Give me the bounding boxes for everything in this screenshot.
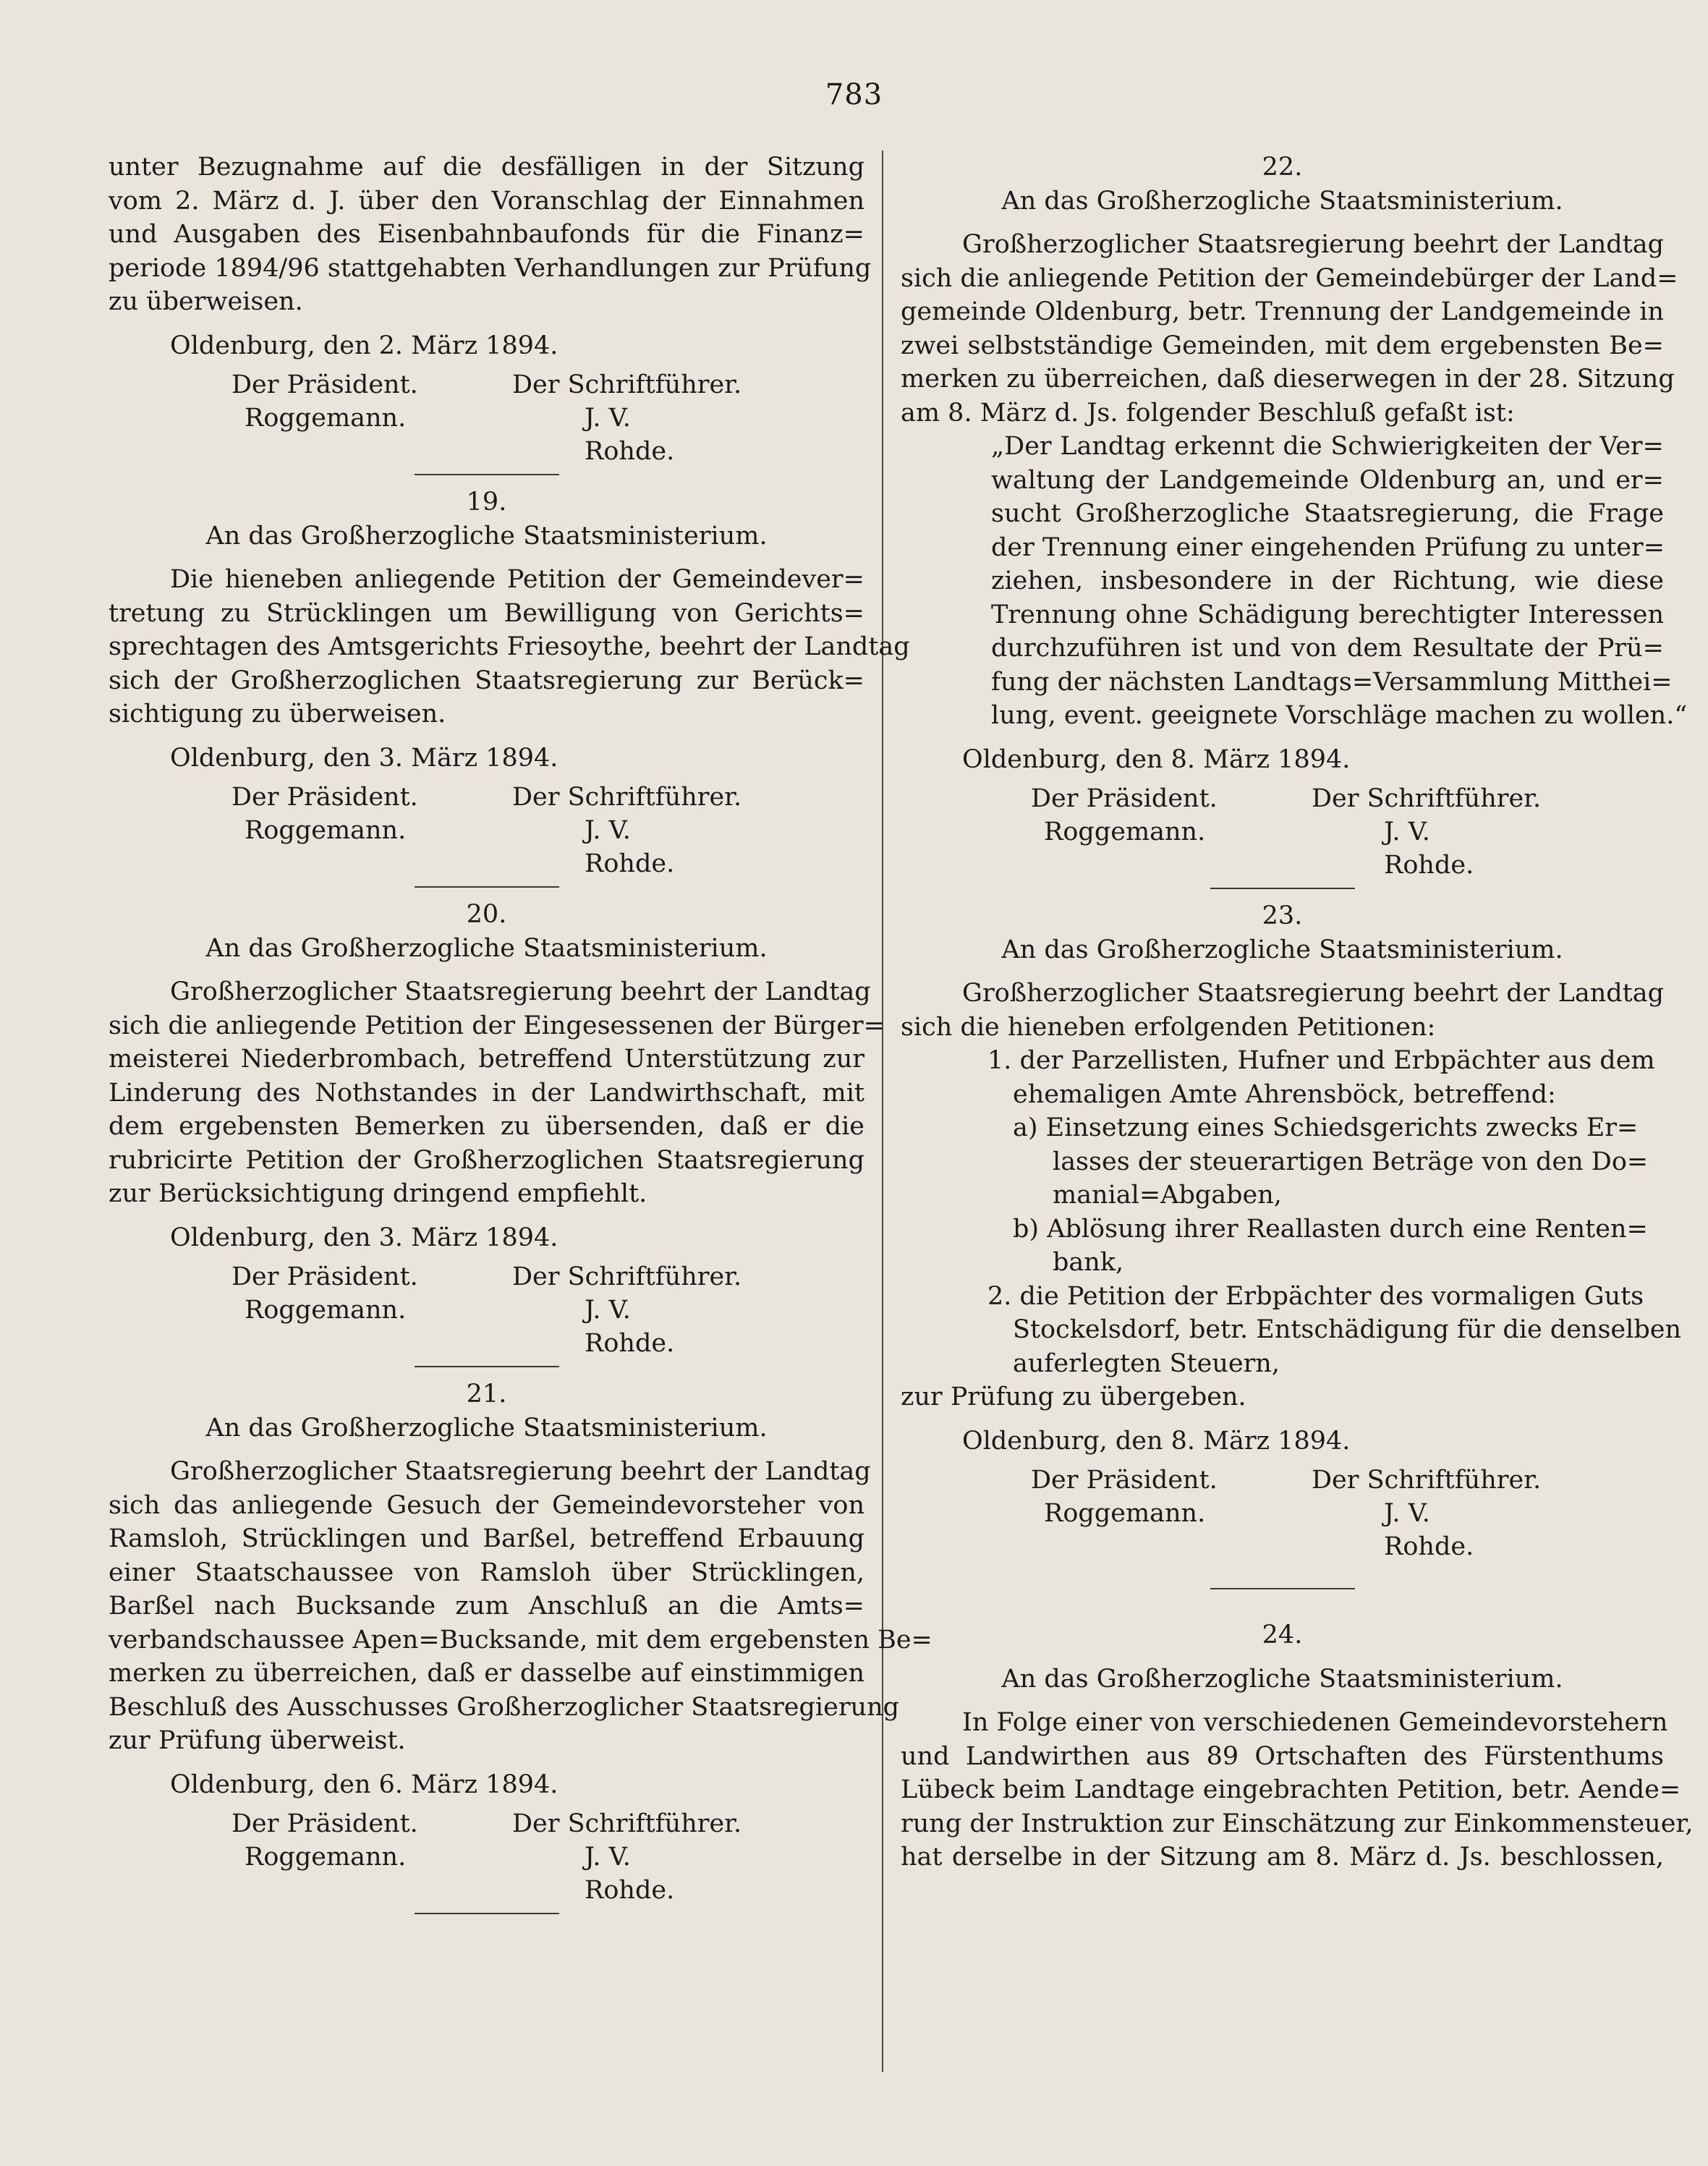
text-line: einer Staatschaussee von Ramsloh über Strücklingen, bbox=[109, 1558, 864, 1587]
column-divider bbox=[882, 150, 883, 2072]
president-title: Der Präsident. bbox=[231, 370, 418, 399]
signature-block bbox=[901, 1458, 1664, 1559]
text-line: „Der Landtag erkennt die Schwierigkeiten der Ver= bbox=[991, 432, 1664, 461]
section-heading: An das Großherzogliche Staatsministerium. bbox=[1001, 186, 1563, 216]
secretary-prefix: J. V. bbox=[1384, 1499, 1430, 1528]
text-line: und Ausgaben des Eisenbahnbaufonds für die Finanz= bbox=[109, 220, 864, 249]
secretary-name: Rohde. bbox=[1384, 1532, 1474, 1561]
text-line: periode 1894/96 stattgehabten Verhandlungen zur Prüfung bbox=[109, 253, 872, 283]
text-line: Großherzoglicher Staatsregierung beehrt der Landtag bbox=[962, 979, 1664, 1008]
text-line: lung, event. geeignete Vorschläge machen zu wollen.“ bbox=[991, 701, 1688, 730]
president-name: Roggemann. bbox=[1044, 817, 1206, 846]
text-line: sich die anliegende Petition der Gemeindebürger der Land= bbox=[901, 263, 1678, 293]
section-rule bbox=[415, 474, 559, 475]
text-line: merken zu überreichen, daß dieserwegen in der 28. Sitzung bbox=[901, 365, 1675, 394]
president-title: Der Präsident. bbox=[1031, 1466, 1218, 1495]
section-number: 22. bbox=[1262, 153, 1303, 182]
section-body bbox=[901, 228, 1678, 430]
president-name: Roggemann. bbox=[245, 816, 407, 845]
sub-item: b) Ablösung ihrer Reallasten durch eine Renten= bbox=[1013, 1214, 1648, 1244]
text-line: sichtigung zu überweisen. bbox=[109, 700, 446, 729]
secretary-title: Der Schriftführer. bbox=[1312, 784, 1542, 813]
list-item-continued: auferlegten Steuern, bbox=[1013, 1349, 1280, 1378]
section-rule bbox=[415, 886, 559, 888]
sub-item-continued: bank, bbox=[1053, 1248, 1124, 1277]
text-line: zu überweisen. bbox=[109, 287, 303, 316]
secretary-name: Rohde. bbox=[585, 849, 675, 878]
section-heading: An das Großherzogliche Staatsministerium. bbox=[205, 521, 768, 551]
list-item: 2. die Petition der Erbpächter des vormaligen Guts bbox=[987, 1281, 1644, 1311]
president-name: Roggemann. bbox=[1044, 1499, 1206, 1528]
text-line: sucht Großherzogliche Staatsregierung, die Frage bbox=[991, 499, 1664, 528]
text-line: rung der Instruktion zur Einschätzung zur Einkommensteuer, bbox=[901, 1809, 1694, 1838]
text-line: rubricirte Petition der Großherzoglichen Staatsregierung bbox=[109, 1145, 864, 1175]
text-line: Großherzoglicher Staatsregierung beehrt der Landtag bbox=[170, 1457, 871, 1486]
text-line: dem ergebensten Bemerken zu übersenden, daß er die bbox=[109, 1112, 864, 1141]
secretary-title: Der Schriftführer. bbox=[512, 1262, 742, 1291]
secretary-title: Der Schriftführer. bbox=[1312, 1466, 1542, 1495]
text-line: vom 2. März d. J. über den Voranschlag der Einnahmen bbox=[109, 186, 864, 216]
text-line: Die hieneben anliegende Petition der Gemeindever= bbox=[170, 565, 864, 594]
section-body bbox=[109, 563, 910, 731]
signature-block bbox=[109, 1801, 864, 1903]
text-line: am 8. März d. Js. folgender Beschluß gefaßt ist: bbox=[901, 398, 1515, 428]
text-line: Barßel nach Bucksande zum Anschluß an die Amts= bbox=[109, 1592, 864, 1621]
text-line: sich der Großherzoglichen Staatsregierung zur Berück= bbox=[109, 666, 864, 695]
president-title: Der Präsident. bbox=[1031, 784, 1218, 813]
secretary-name: Rohde. bbox=[585, 1876, 675, 1905]
text-line: Lübeck beim Landtage eingebrachten Petition, betr. Aende= bbox=[901, 1775, 1681, 1804]
president-name: Roggemann. bbox=[245, 1843, 407, 1872]
intro-paragraph bbox=[109, 150, 872, 319]
sub-item-continued: manial=Abgaben, bbox=[1053, 1181, 1282, 1210]
text-line: sich die hieneben erfolgenden Petitionen: bbox=[901, 1012, 1436, 1042]
secretary-name: Rohde. bbox=[1384, 851, 1474, 880]
text-line: In Folge einer von verschiedenen Gemeindevorstehern bbox=[962, 1708, 1668, 1737]
text-line: hat derselbe in der Sitzung am 8. März d. Js. beschlossen, bbox=[901, 1843, 1664, 1872]
section-rule bbox=[415, 1366, 559, 1367]
president-name: Roggemann. bbox=[245, 404, 407, 433]
list-item-continued: ehemaligen Amte Ahrensböck, betreffend: bbox=[1013, 1079, 1556, 1109]
section-body bbox=[901, 977, 1681, 1414]
signature-block bbox=[109, 775, 864, 876]
text-line: zur Berücksichtigung dringend empfiehlt. bbox=[109, 1179, 647, 1208]
text-line: unter Bezugnahme auf die desfälligen in der Sitzung bbox=[109, 153, 864, 182]
text-line: Linderung des Nothstandes in der Landwirthschaft, mit bbox=[109, 1078, 864, 1108]
text-line: tretung zu Strücklingen um Bewilligung von Gerichts= bbox=[109, 598, 864, 628]
secretary-title: Der Schriftführer. bbox=[512, 1809, 742, 1838]
text-line: ziehen, insbesondere in der Richtung, wie diese bbox=[991, 566, 1664, 595]
list-item-continued: Stockelsdorf, betr. Entschädigung für die denselben bbox=[1013, 1315, 1681, 1344]
text-line: und Landwirthen aus 89 Ortschaften des Fürstenthums bbox=[901, 1741, 1664, 1771]
text-line: fung der nächsten Landtags=Versammlung Mitthei= bbox=[991, 667, 1673, 697]
quoted-resolution bbox=[901, 430, 1688, 733]
text-line: zur Prüfung überweist. bbox=[109, 1726, 406, 1755]
president-name: Roggemann. bbox=[245, 1296, 407, 1325]
text-line: sich das anliegende Gesuch der Gemeindevorsteher von bbox=[109, 1490, 864, 1520]
date-line: Oldenburg, den 2. März 1894. bbox=[170, 331, 558, 360]
secretary-name: Rohde. bbox=[585, 1329, 675, 1358]
text-line: sich die anliegende Petition der Eingesessenen der Bürger= bbox=[109, 1011, 885, 1040]
date-line: Oldenburg, den 6. März 1894. bbox=[170, 1770, 558, 1799]
section-body bbox=[109, 1455, 932, 1758]
text-line: waltung der Landgemeinde Oldenburg an, und er= bbox=[991, 465, 1664, 495]
text-line: verbandschaussee Apen=Bucksande, mit dem ergebensten Be= bbox=[109, 1625, 932, 1655]
left-column bbox=[109, 150, 932, 1924]
date-line: Oldenburg, den 3. März 1894. bbox=[170, 1223, 558, 1252]
section-number: 21. bbox=[466, 1380, 507, 1409]
text-line: sprechtagen des Amtsgerichts Friesoythe, beehrt der Landtag bbox=[109, 632, 910, 661]
text-line: Großherzoglicher Staatsregierung beehrt der Landtag bbox=[170, 977, 871, 1006]
section-rule bbox=[1210, 888, 1355, 889]
secretary-prefix: J. V. bbox=[1384, 817, 1430, 846]
secretary-prefix: J. V. bbox=[585, 816, 631, 845]
secretary-prefix: J. V. bbox=[585, 404, 631, 433]
section-heading: An das Großherzogliche Staatsministerium. bbox=[205, 933, 768, 963]
text-line: zur Prüfung zu übergeben. bbox=[901, 1383, 1246, 1411]
text-line: gemeinde Oldenburg, betr. Trennung der Landgemeinde in bbox=[901, 297, 1664, 326]
section-heading: An das Großherzogliche Staatsministerium. bbox=[205, 1413, 768, 1443]
signature-block bbox=[901, 776, 1664, 878]
text-line: zwei selbstständige Gemeinden, mit dem ergebensten Be= bbox=[901, 331, 1664, 360]
text-line: merken zu überreichen, daß er dasselbe auf einstimmigen bbox=[109, 1659, 864, 1688]
text-line: der Trennung einer eingehenden Prüfung zu unter= bbox=[991, 532, 1665, 562]
section-rule bbox=[1210, 1588, 1355, 1589]
section-number: 23. bbox=[1262, 901, 1303, 930]
text-line: Ramsloh, Strücklingen und Barßel, betreffend Erbauung bbox=[109, 1524, 864, 1553]
text-line: meisterei Niederbrombach, betreffend Unterstützung zur bbox=[109, 1045, 864, 1074]
signature-block bbox=[109, 362, 864, 464]
section-heading: An das Großherzogliche Staatsministerium. bbox=[1001, 935, 1563, 964]
section-body bbox=[901, 1706, 1694, 1874]
date-line: Oldenburg, den 8. März 1894. bbox=[962, 1426, 1351, 1456]
page-number: 783 bbox=[825, 78, 883, 111]
secretary-title: Der Schriftführer. bbox=[512, 370, 742, 399]
signature-block bbox=[109, 1254, 864, 1356]
section-body bbox=[109, 975, 885, 1211]
section-number: 19. bbox=[466, 488, 507, 517]
section-rule bbox=[415, 1913, 559, 1914]
text-line: durchzuführen ist und von dem Resultate der Prü= bbox=[991, 634, 1664, 663]
text-line: Trennung ohne Schädigung berechtigter Interessen bbox=[991, 600, 1664, 629]
secretary-title: Der Schriftführer. bbox=[512, 783, 742, 812]
president-title: Der Präsident. bbox=[231, 783, 418, 812]
president-title: Der Präsident. bbox=[231, 1809, 418, 1838]
section-heading: An das Großherzogliche Staatsministerium. bbox=[1001, 1664, 1563, 1694]
date-line: Oldenburg, den 8. März 1894. bbox=[962, 744, 1351, 774]
secretary-name: Rohde. bbox=[585, 437, 675, 466]
text-line: Großherzoglicher Staatsregierung beehrt der Landtag bbox=[962, 230, 1664, 259]
president-title: Der Präsident. bbox=[231, 1262, 418, 1291]
right-column bbox=[901, 150, 1694, 1874]
sub-item: a) Einsetzung eines Schiedsgerichts zwecks Er= bbox=[1013, 1113, 1639, 1142]
section-number: 20. bbox=[466, 900, 507, 929]
section-number: 24. bbox=[1262, 1621, 1303, 1649]
text-line: Beschluß des Ausschusses Großherzoglicher Staatsregierung bbox=[109, 1692, 900, 1722]
secretary-prefix: J. V. bbox=[585, 1843, 631, 1872]
secretary-prefix: J. V. bbox=[585, 1296, 631, 1325]
date-line: Oldenburg, den 3. März 1894. bbox=[170, 743, 558, 773]
sub-item-continued: lasses der steuerartigen Beträge von den Do= bbox=[1053, 1147, 1649, 1176]
list-item: 1. der Parzellisten, Hufner und Erbpächter aus dem bbox=[987, 1046, 1655, 1075]
